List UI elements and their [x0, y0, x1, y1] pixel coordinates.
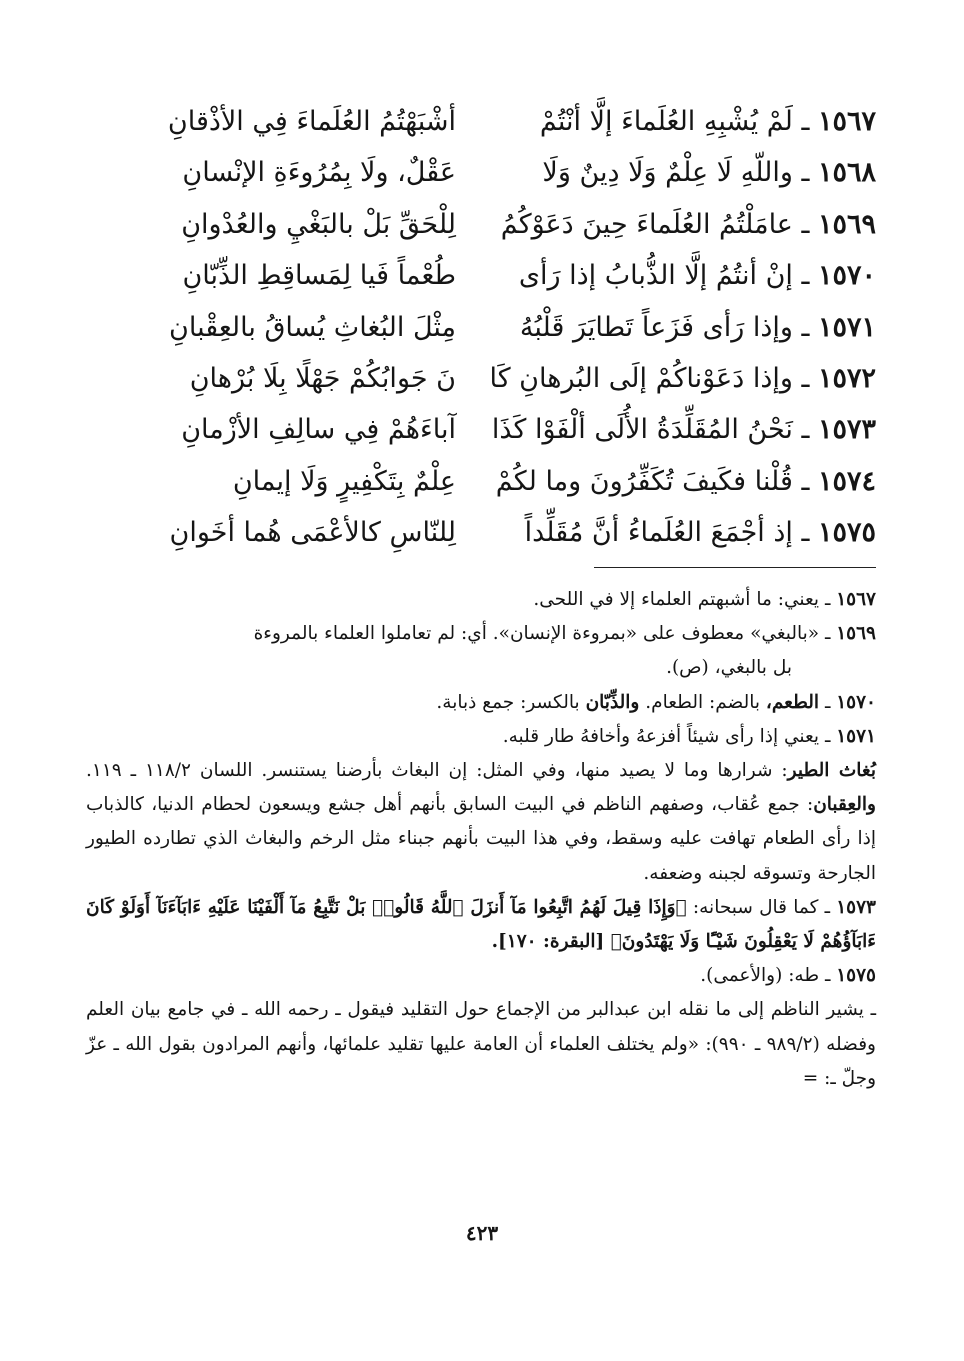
- footnote-1570: ١٥٧٠ ـ الطعم، بالضم: الطعام. والذِّبّان بالكسر: جمع ذبابة.: [436, 691, 876, 713]
- bold-term: بُغاث الطير: [787, 760, 877, 782]
- verse-number: ١٥٧٥: [817, 517, 876, 549]
- bold-term: والعِقبان: [813, 794, 876, 816]
- footnote-1575: ١٥٧٥ ـ طه: (والأعمى).: [700, 965, 876, 987]
- footnote-number: ١٥٦٩: [836, 623, 876, 645]
- verse-second-hemistich: نَ جَوابُكُمْ جَهْلًا بِلَا بُرْهانِ: [189, 362, 456, 394]
- verse-first-hemistich: ١٥٧٣ ـ نَحْنُ المُقَلِّدَةُ الأُلَى ألْفَوْا كَذَا: [491, 414, 876, 446]
- verse-line: [86, 404, 876, 455]
- bold-term: الطعم،: [765, 691, 820, 713]
- verse-first-hemistich: ١٥٧١ ـ وإذا رَأى فَزَعاً تَطايَرَ قَلْبُهُ: [519, 311, 876, 343]
- verse-line: [86, 456, 876, 507]
- verse-second-hemistich: طُعْماً فَيا لِمَساقِطِ الذِّبّانِ: [182, 260, 456, 292]
- verse-number: ١٥٧١: [817, 311, 876, 343]
- footnote-1567: ١٥٦٧ ـ يعني: ما أشبهتم العلماء إلا في اللحى.: [533, 589, 876, 610]
- verse-first-hemistich: ١٥٦٧ ـ لَمْ يُشْبِهِ العُلَماءَ إلَّا أنْتُمْ: [539, 106, 876, 137]
- verse-second-hemistich: عَقْلٌ، ولَا بِمُرُوءَةِ الإنْسانِ: [182, 157, 456, 189]
- verse-first-hemistich: ١٥٦٨ ـ واللّهِ لَا عِلْمٌ وَلَا دِينٌ وَلَا: [542, 157, 876, 189]
- verse-number: ١٥٧٤: [817, 465, 876, 497]
- verse-number: ١٥٦٩: [817, 208, 876, 240]
- footnote-number: ١٥٦٧: [836, 589, 876, 610]
- footnote-number: ١٥٧٠: [836, 691, 876, 713]
- footnote-1569: ١٥٦٩ ـ «بالبغي» معطوف على «بمروءة الإنسان». أي: لم تعاملوا العلماء بالمروءة: [253, 623, 876, 645]
- bold-term: والذِّبّان: [585, 691, 640, 713]
- verse-line: [86, 199, 876, 250]
- verse-line: [86, 507, 876, 558]
- verse-first-hemistich: ١٥٧٢ ـ وإذا دَعَوْناكُمْ إلَى البُرهانِ كَا: [489, 362, 876, 394]
- footnote-bughath: بُغاث الطير: شرارها وما لا يصيد منها، وفي المثل: إن البغاث بأرضنا يستنسر. اللسان ١١٨/٢ ـ ١١٩. والعِقبان: جمع عُقاب، وصفهم الناظم في البيت السابق بأنهم أهل جشع ويسعون لحطام الدنيا، كالذباب إذا رأى الطعام تهافت عليه وسقط، وفي هذا البيت بأنهم جبناء مثل الرخم والبغاث الذي تطارده الطيور الجارحة وتسوقه لجبنه وضعفه.: [86, 760, 877, 884]
- verse-second-hemistich: أشْبَهْتُمُ العُلَماءَ فِي الأذْقانِ: [167, 106, 456, 137]
- page-number: ٤٢٣: [465, 1221, 499, 1245]
- verse-number: ١٥٧٠: [817, 260, 876, 292]
- footnote-1569-continuation: بل بالبغي، (ص).: [666, 657, 792, 679]
- verse-line: [86, 147, 876, 198]
- verse-line: [86, 96, 876, 147]
- verse-first-hemistich: ١٥٧٠ ـ إنْ أنتُمُ إلَّا الذُّبابُ إذا رَأى: [518, 260, 876, 292]
- footnote-1573: ١٥٧٣ ـ كما قال سبحانه: ﴿وَإِذَا قِيلَ لَهُمُ اتَّبِعُوا مَآ أَنزَلَ ٱللَّهُ قَالُوا۟ بَلْ نَتَّبِعُ مَآ أَلْفَيْنَا عَلَيْهِ ءَابَآءَنَآ أَوَلَوْ كَانَ ءَابَآؤُهُمْ لَا يَعْقِلُونَ شَيْـًٔا وَلَا يَهْتَدُونَ﴾ [البقرة: ١٧٠].: [86, 896, 876, 953]
- verse-number: ١٥٦٧: [817, 106, 876, 137]
- verse-second-hemistich: آباءَهُمْ فِي سالِفِ الأزْمانِ: [181, 414, 456, 446]
- footnote-number: ١٥٧١: [836, 725, 876, 747]
- footnote-number: ١٥٧٥: [836, 965, 876, 987]
- footnote-tail: ـ يشير الناظم إلى ما نقله ابن عبدالبر من الإجماع حول التقليد فيقول ـ رحمه الله ـ في جامع بيان العلم وفضله (٩٨٩/٢ ـ ٩٩٠): «ولم يختلف العلماء أن العامة عليها تقليد علمائها، وأنهم المرادون بقول الله ـ عزّ وجلّ ـ: =: [86, 999, 876, 1089]
- footnote-separator: [594, 567, 876, 568]
- verse-number: ١٥٦٨: [817, 157, 876, 189]
- verse-number: ١٥٧٣: [817, 414, 876, 446]
- verse-second-hemistich: لِلْحَقِّ بَلْ بالبَغْيِ والعُدْوانِ: [181, 208, 456, 240]
- verse-line: [86, 353, 876, 404]
- poem-verses: [86, 96, 876, 559]
- quran-verse: ﴿وَإِذَا قِيلَ لَهُمُ اتَّبِعُوا مَآ أَنزَلَ ٱللَّهُ قَالُوا۟ بَلْ نَتَّبِعُ مَآ أَلْفَيْنَا عَلَيْهِ ءَابَآءَنَآ أَوَلَوْ كَانَ ءَابَآؤُهُمْ لَا يَعْقِلُونَ شَيْـًٔا وَلَا يَهْتَدُونَ﴾: [86, 896, 876, 953]
- verse-line: [86, 302, 876, 353]
- verse-line: [86, 250, 876, 301]
- footnote-number: ١٥٧٣: [836, 896, 876, 918]
- verse-second-hemistich: عِلْمٌ بِتَكْفِيرٍ وَلَا إيمانِ: [232, 465, 456, 497]
- verse-second-hemistich: مِثْلَ البُغاثِ يُساقُ بالعِقْبانِ: [169, 311, 456, 343]
- verse-first-hemistich: ١٥٧٤ ـ قُلْنا فكَيفَ تُكَفِّرُونَ وما لكُمْ: [495, 465, 876, 497]
- verse-first-hemistich: ١٥٧٥ ـ إذ أجْمَعَ العُلَماءُ أنَّ مُقَلِّداً: [524, 517, 876, 549]
- footnote-1571: ١٥٧١ ـ يعني إذا رأى شيئاً أفزعهُ وأخافهُ طار قلبه.: [502, 725, 876, 747]
- verse-second-hemistich: لِلنّاسِ كالأعْمَى هُما أخَوانِ: [169, 517, 456, 549]
- verse-first-hemistich: ١٥٦٩ ـ عامَلْتُمُ العُلَماءَ حِينَ دَعَوْكُمُ: [500, 208, 876, 240]
- footnotes: [86, 583, 876, 1096]
- verse-number: ١٥٧٢: [817, 362, 876, 394]
